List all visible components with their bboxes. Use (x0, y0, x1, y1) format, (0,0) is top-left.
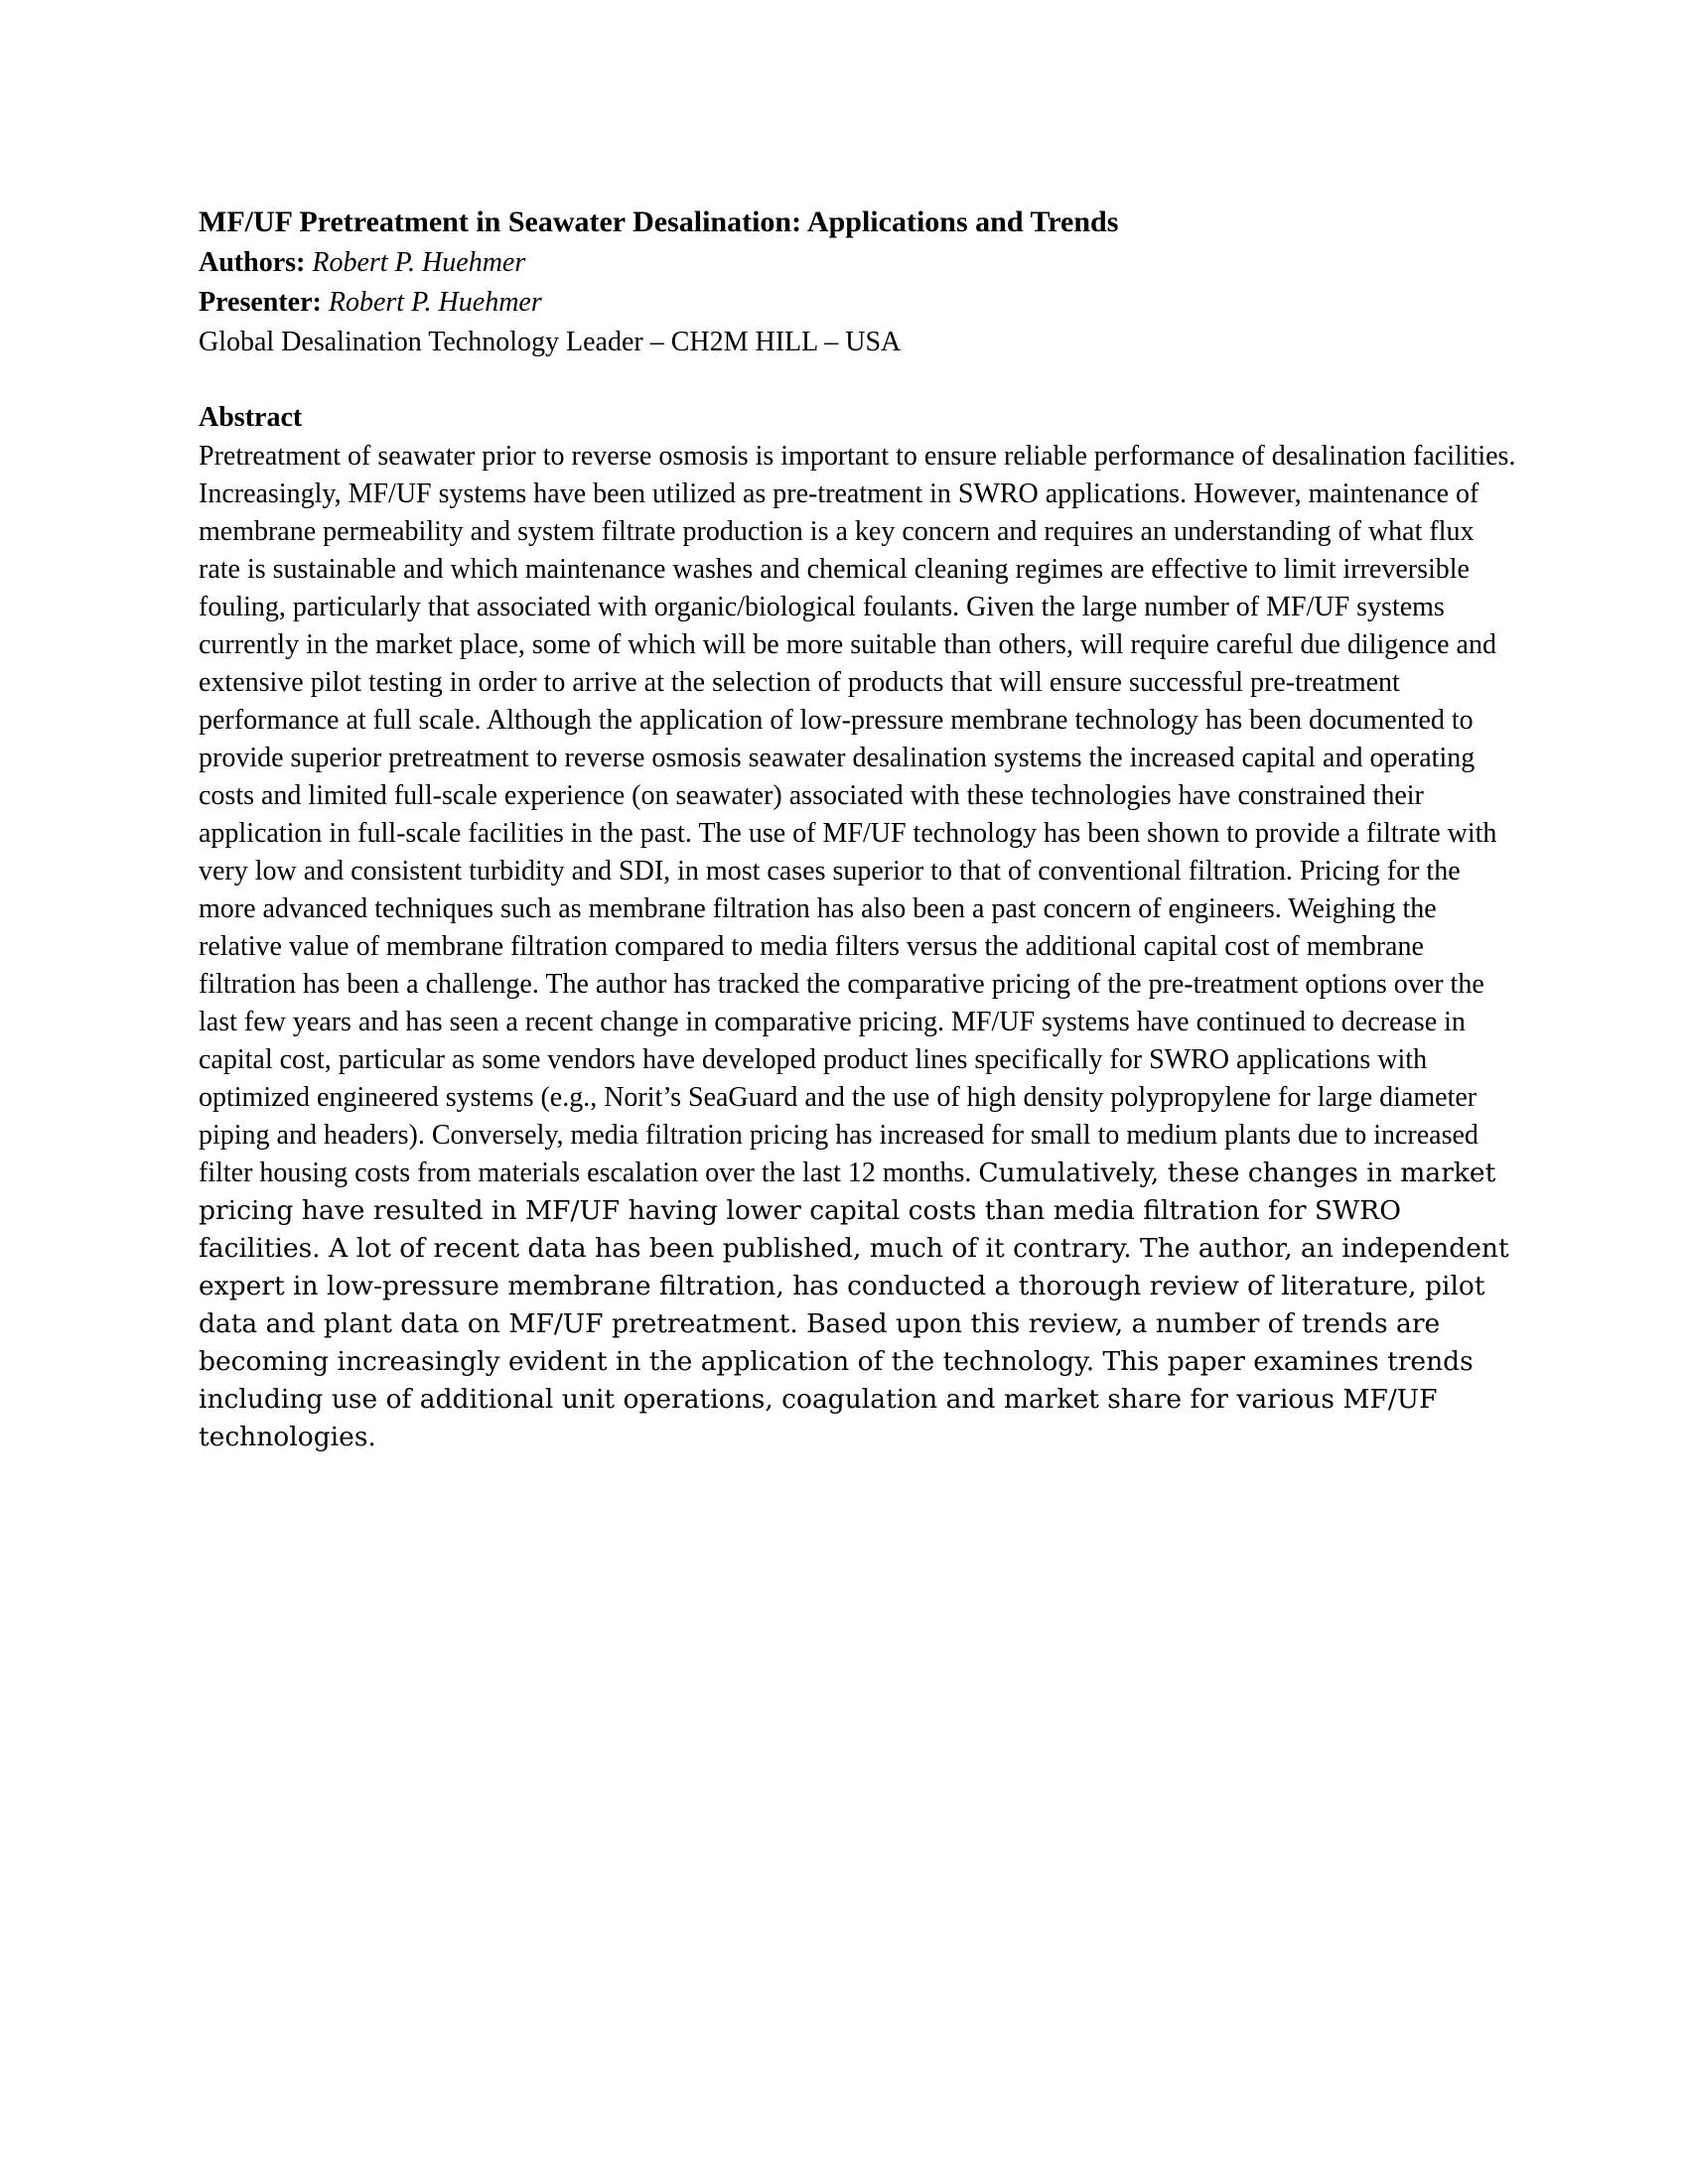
authors-name: Robert P. Huehmer (312, 247, 526, 278)
abstract-heading: Abstract (199, 402, 303, 433)
page-content (199, 202, 1519, 1456)
paper-title: MF/UF Pretreatment in Seawater Desalination: Applications and Trends (199, 205, 1119, 238)
authors-label: Authors: (199, 247, 306, 278)
abstract-part1: Pretreatment of seawater prior to reverse osmosis is important to ensure reliable performance of desalination facilities. Increasingly, MF/UF systems have been utilized as pre-treatment in SWRO applications. However, maintenance of membrane permeability and system filtrate production is a key concern and requires an understanding of what flux rate is sustainable and which maintenance washes and chemical cleaning regimes are effective to limit irreversible fouling, particularly that associated with organic/biological foulants. Given the large number of MF/UF systems currently in the market place, some of which will be more suitable than others, will require careful due diligence and extensive pilot testing in order to arrive at the selection of products that will ensure successful pre-treatment performance at full scale. Although the application of low-pressure membrane technology has been documented to provide superior pretreatment to reverse osmosis seawater desalination systems the increased capital and operating costs and limited full-scale experience (on seawater) associated with these technologies have constrained their application in full-scale facilities in the past. The use of MF/UF technology has been shown to provide a filtrate with very low and consistent turbidity and SDI, in most cases superior to that of conventional filtration. Pricing for the more advanced techniques such as membrane filtration has also been a past concern of engineers. Weighing the relative value of membrane filtration compared to media filters versus the additional capital cost of membrane filtration has been a challenge. The author has tracked the comparative pricing of the pre-treatment options over the last few years and has seen a recent change in comparative pricing. MF/UF systems have continued to decrease in capital cost, particular as some vendors have developed product lines specifically for SWRO applications with optimized engineered systems (e.g., Norit’s SeaGuard and the use of high density polypropylene for large diameter piping and headers). Conversely, media filtration pricing has increased for small to medium plants due to increased filter housing costs from materials escalation over the last 12 months. (199, 441, 1516, 1188)
presenter-line (199, 283, 1519, 323)
presenter-label: Presenter: (199, 287, 322, 318)
abstract-text (199, 438, 1519, 1456)
authors-line (199, 243, 1519, 283)
affiliation-line: Global Desalination Technology Leader – CH2M HILL – USA (199, 327, 902, 357)
abstract-part2: Cumulatively, these changes in market pricing have resulted in MF/UF having lower capital costs than media filtration for SWRO facilities. A lot of recent data has been published, much of it contrary. The author, an independent expert in low-pressure membrane filtration, has conducted a thorough review of literature, pilot data and plant data on MF/UF pretreatment. Based upon this review, a number of trends are becoming increasingly evident in the application of the technology. This paper examines trends including use of additional unit operations, coagulation and market share for various MF/UF technologies. (199, 1158, 1509, 1452)
presenter-name: Robert P. Huehmer (328, 287, 542, 318)
